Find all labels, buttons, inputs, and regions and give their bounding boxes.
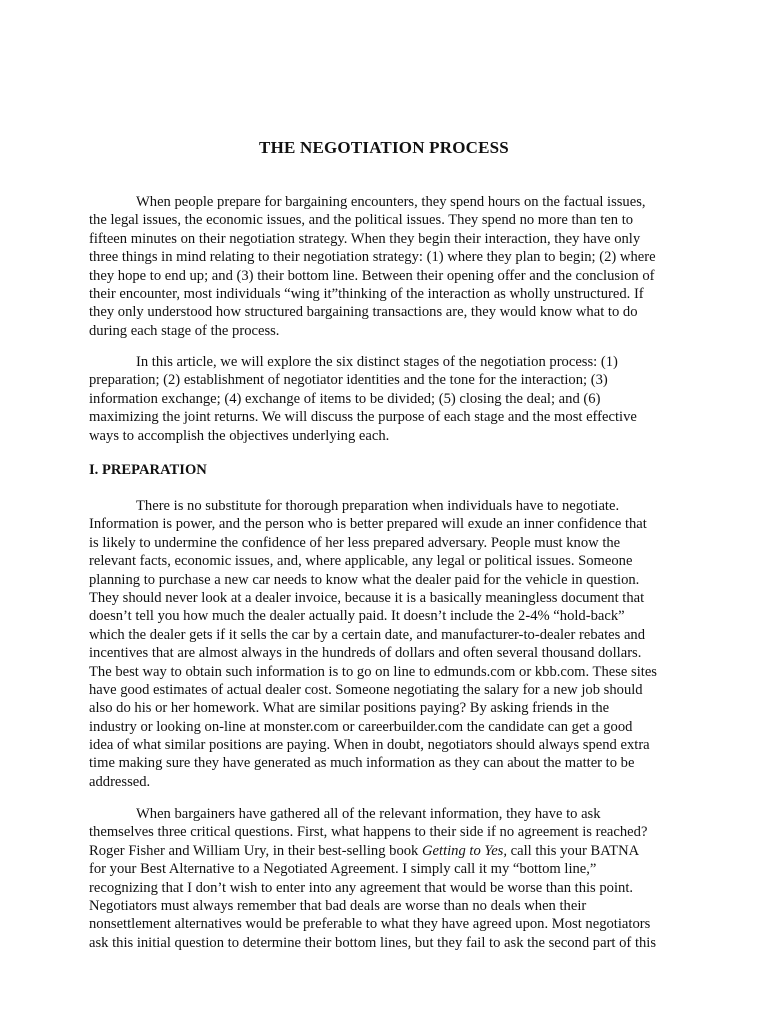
text-line	[89, 842, 689, 860]
text-line: Information is power, and the person who is better prepared will exude an inner confidence that	[89, 516, 647, 533]
text-line: planning to purchase a new car needs to know what the dealer paid for the vehicle in question.	[89, 571, 640, 588]
text-line: nonsettlement alternatives would be preferable to what they have agreed upon. Most negotiators	[89, 916, 651, 933]
text-line: fifteen minutes on their negotiation strategy. When they begin their interaction, they have only	[89, 230, 641, 247]
text-line: information exchange; (4) exchange of items to be divided; (5) closing the deal; and (6)	[89, 390, 601, 407]
text-line: ask this initial question to determine their bottom lines, but they fail to ask the second part of this	[89, 934, 657, 951]
text-line: during each stage of the process.	[89, 322, 280, 339]
text-line: time making sure they have generated as much information as they can about the matter to be	[89, 755, 635, 772]
text-line-start: Roger Fisher and William Ury, in their best-selling book	[89, 842, 422, 859]
document-title: THE NEGOTIATION PROCESS	[259, 138, 509, 157]
text-line: They should never look at a dealer invoice, because it is a basically meaningless document that	[89, 589, 645, 606]
text-line: incentives that are almost always in the hundreds of dollars and often several thousand dollars.	[89, 645, 642, 662]
text-line: also do his or her homework. What are similar positions paying? By asking friends in the	[89, 700, 610, 717]
text-line: is likely to undermine the confidence of her less prepared adversary. People must know the	[89, 534, 621, 551]
text-line: have good estimates of actual dealer cost. Someone negotiating the salary for a new job should	[89, 681, 643, 698]
text-line: When bargainers have gathered all of the relevant information, they have to ask	[136, 806, 601, 822]
text-line: themselves three critical questions. First, what happens to their side if no agreement is reached?	[89, 824, 648, 841]
preparation-paragraph-2	[89, 805, 689, 952]
text-line: they hope to end up; and (3) their bottom line. Between their opening offer and the conclusion of	[89, 267, 655, 284]
text-line: relevant facts, economic issues, and, where applicable, any legal or political issues. Someone	[89, 553, 633, 570]
intro-paragraph-2	[89, 353, 689, 445]
text-line: The best way to obtain such information is to go on line to edmunds.com or kbb.com. These sites	[89, 663, 657, 680]
section-heading-preparation: I. PREPARATION	[89, 462, 207, 478]
text-line: their encounter, most individuals “wing it”thinking of the interaction as wholly unstructured. If	[89, 285, 644, 302]
text-line: addressed.	[89, 773, 151, 790]
text-line: There is no substitute for thorough preparation when individuals have to negotiate.	[136, 498, 620, 514]
text-line: preparation; (2) establishment of negotiator identities and the tone for the interaction; (3)	[89, 372, 608, 389]
text-line: three things in mind relating to their negotiation strategy: (1) where they plan to begin; (2) where	[89, 249, 656, 266]
text-line: the legal issues, the economic issues, and the political issues. They spend no more than ten to	[89, 212, 634, 229]
preparation-paragraph-1	[89, 497, 689, 791]
text-line: recognizing that I don’t wish to enter into any agreement that would be worse than this point.	[89, 879, 634, 896]
text-line: When people prepare for bargaining encounters, they spend hours on the factual issues,	[136, 194, 646, 210]
text-line: maximizing the joint returns. We will discuss the purpose of each stage and the most effective	[89, 409, 637, 426]
text-line: for your Best Alternative to a Negotiated Agreement. I simply call it my “bottom line,”	[89, 861, 597, 878]
text-line: idea of what similar positions are paying. When in doubt, negotiators should always spend extra	[89, 737, 650, 754]
text-line: industry or looking on-line at monster.com or careerbuilder.com the candidate can get a good	[89, 718, 633, 735]
book-title: Getting to Yes,	[422, 842, 508, 859]
text-line: doesn’t tell you how much the dealer actually paid. It doesn’t include the 2-4% “hold-back”	[89, 608, 625, 625]
text-line: they only understood how structured bargaining transactions are, they would know what to do	[89, 304, 638, 321]
text-line: In this article, we will explore the six distinct stages of the negotiation process: (1)	[136, 354, 618, 370]
text-line: which the dealer gets if it sells the car by a certain date, and manufacturer-to-dealer rebates and	[89, 626, 646, 643]
intro-paragraph-1	[89, 193, 689, 340]
text-line-end: call this your BATNA	[507, 842, 640, 859]
text-line: ways to accomplish the objectives underlying each.	[89, 427, 390, 444]
text-line: Negotiators must always remember that bad deals are worse than no deals when their	[89, 897, 587, 914]
